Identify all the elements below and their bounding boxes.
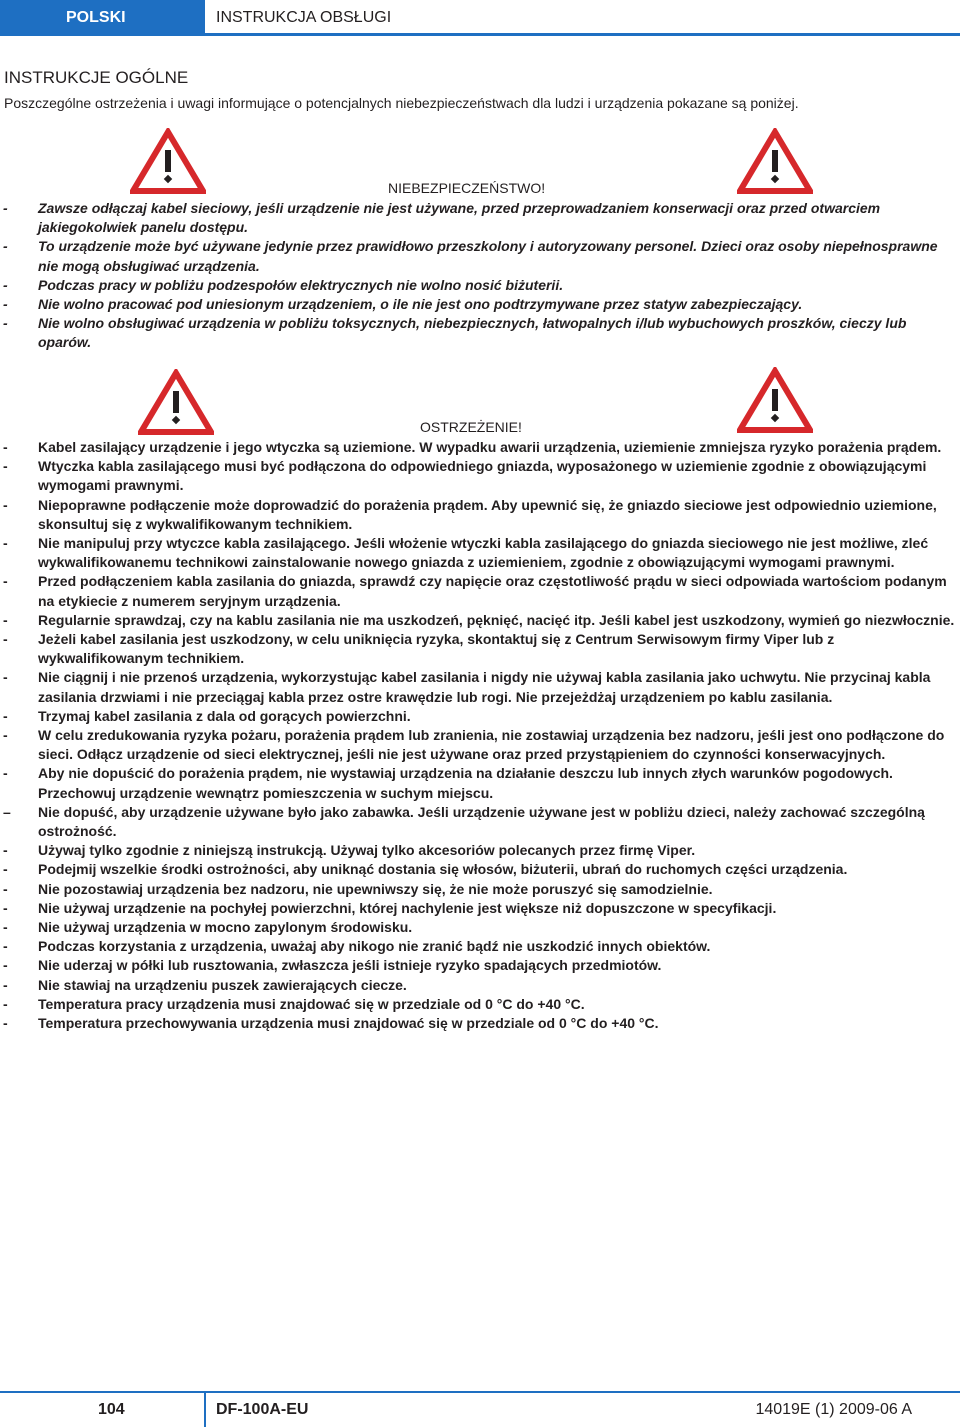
list-item: - Podczas pracy w pobliżu podzespołów elektrycznych nie wolno nosić biżuterii.	[3, 276, 564, 293]
danger-heading: NIEBEZPIECZEŃSTWO!	[388, 180, 546, 196]
list-item: - Temperatura pracy urządzenia musi znajdować się w przedziale od 0 °C do +40 °C.	[3, 995, 585, 1012]
list-item: - Nie używaj urządzenie na pochyłej powierzchni, której nachylenie jest większe niż dopuszczone w specyfikacji.	[3, 899, 777, 916]
footer-rule	[0, 1391, 960, 1393]
footer-divider	[204, 1391, 206, 1427]
language-tab: POLSKI	[0, 0, 205, 36]
section-title: INSTRUKCJE OGÓLNE	[4, 68, 189, 87]
list-item: - Regularnie sprawdzaj, czy na kablu zasilania nie ma uszkodzeń, pęknięć, nacięć itp. Jeśli kabel jest uszkodzony, wymień go niezwłocznie.	[3, 611, 955, 628]
warning-heading: OSTRZEŻENIE!	[420, 419, 522, 435]
list-item: - Podczas korzystania z urządzenia, uważaj aby nikogo nie zranić bądź nie uszkodzić innych obiektów.	[3, 938, 711, 955]
list-item: - Wtyczka kabla zasilającego musi być podłączona do odpowiedniego gniazda, wyposażonego w uziemienie zgodnie z obowiązującymi wymogami prawnymi.	[3, 458, 927, 494]
warning-triangle-icon	[138, 369, 214, 435]
list-item: - To urządzenie może być używane jedynie przez prawidłowo przeszkolony i autoryzowany personel. Dzieci oraz osoby niepełnosprawne nie mogą obsługiwać urządzenia.	[3, 238, 938, 274]
list-item: – Nie dopuść, aby urządzenie używane było jako zabawka. Jeśli urządzenie używane jest w pobliżu dzieci, należy zachować szczególną ostrożność.	[3, 803, 925, 840]
list-item: - Aby nie dopuścić do porażenia prądem, nie wystawiaj urządzenia na działanie deszczu lub innych złych warunków pogodowych. Przechowuj urządzenie wewnątrz pomieszczenia w suchym miejscu.	[3, 765, 893, 801]
list-item: - Nie używaj urządzenia w mocno zapylonym środowisku.	[3, 919, 413, 936]
manual-title: INSTRUKCJA OBSŁUGI	[216, 9, 392, 26]
list-item: - Nie manipuluj przy wtyczce kabla zasilającego. Jeśli włożenie wtyczki kabla zasilającego do gniazda sieciowego nie jest możliwe, zleć wykwalifikowanemu technikowi zainstalowanie nowego gniazda z uziemieniem, zgodnie z obowiązującymi wymogami prawnymi.	[3, 535, 929, 571]
list-item: - Kabel zasilający urządzenie i jego wtyczka są uziemione. W wypadku awarii urządzenia, uziemienie zmniejsza ryzyko porażenia prądem.	[3, 439, 942, 455]
list-item: - W celu zredukowania ryzyka pożaru, porażenia prądem lub zranienia, nie zostawiaj urządzenia bez nadzoru, jeśli jest ono podłączone do sieci. Odłącz urządzenie od sieci elektrycznej, jeśli nie jest używane oraz przed przystąpieniem do czynności konserwacyjnych.	[3, 727, 945, 763]
page-header	[0, 0, 960, 38]
warning-triangle-icon	[737, 367, 813, 433]
list-item: - Jeżeli kabel zasilania jest uszkodzony, w celu uniknięcia ryzyka, skontaktuj się z Centrum Serwisowym firmy Viper lub z wykwalifikowanym technikiem.	[3, 631, 835, 667]
list-item: - Trzymaj kabel zasilania z dala od gorących powierzchni.	[3, 707, 411, 724]
list-item: - Podejmij wszelkie środki ostrożności, aby uniknąć dostania się włosów, biżuterii, ubrań do ruchomych części urządzenia.	[3, 861, 848, 878]
list-item: - Używaj tylko zgodnie z niniejszą instrukcją. Używaj tylko akcesoriów polecanych przez firmę Viper.	[3, 842, 696, 859]
header-rule	[205, 33, 960, 36]
page-number: 104	[98, 1401, 125, 1418]
section-intro: Poszczególne ostrzeżenia i uwagi informujące o potencjalnych niebezpieczeństwach dla ludzi i urządzenia pokazane są poniżej.	[4, 95, 799, 111]
list-item: - Nie wolno obsługiwać urządzenia w pobliżu toksycznych, niebezpiecznych, łatwopalnych i/lub wybuchowych proszków, cieczy lub oparów.	[3, 315, 907, 351]
warning-list	[0, 438, 955, 1033]
model-number: DF-100A-EU	[216, 1401, 309, 1418]
list-item: - Nie uderzaj w półki lub rusztowania, zwłaszcza jeśli istnieje ryzyko spadających przedmiotów.	[3, 957, 662, 974]
list-item: - Nie wolno pracować pod uniesionym urządzeniem, o ile nie jest ono podtrzymywane przez statyw zabezpieczający.	[3, 296, 803, 313]
warning-triangle-icon	[130, 128, 206, 194]
list-item: - Nie pozostawiaj urządzenia bez nadzoru, nie upewniwszy się, że nie może poruszyć się samodzielnie.	[3, 880, 713, 897]
list-item: - Temperatura przechowywania urządzenia musi znajdować się w przedziale od 0 °C do +40 °C.	[3, 1015, 659, 1032]
warning-triangle-icon	[737, 128, 813, 194]
list-item: - Nie stawiaj na urządzeniu puszek zawierających ciecze.	[3, 976, 407, 993]
document-code: 14019E (1) 2009-06 A	[755, 1401, 912, 1418]
list-item: - Nie ciągnij i nie przenoś urządzenia, wykorzystując kabel zasilania i nigdy nie używaj kabla zasilania jako uchwytu. Nie przycinaj kabla zasilania drzwiami i nie przeciągaj kabla przez ostre krawędzie lub rogi. Nie przejeżdżaj urządzeniem po kablu zasilania.	[3, 669, 931, 705]
list-item: - Zawsze odłączaj kabel sieciowy, jeśli urządzenie nie jest używane, przed przeprowadzaniem konserwacji oraz przed otwarciem jakiegokolwiek panelu dostępu.	[3, 200, 881, 236]
danger-list	[0, 199, 955, 353]
list-item: - Przed podłączeniem kabla zasilania do gniazda, sprawdź czy napięcie oraz częstotliwość prądu w sieci odpowiada wartościom podanym na etykiecie z numerem seryjnym urządzenia.	[3, 573, 947, 609]
list-item: - Niepoprawne podłączenie może doprowadzić do porażenia prądem. Aby upewnić się, że gniazdo sieciowe jest odpowiednio uziemione, skonsultuj się z wykwalifikowanym technikiem.	[3, 496, 937, 532]
